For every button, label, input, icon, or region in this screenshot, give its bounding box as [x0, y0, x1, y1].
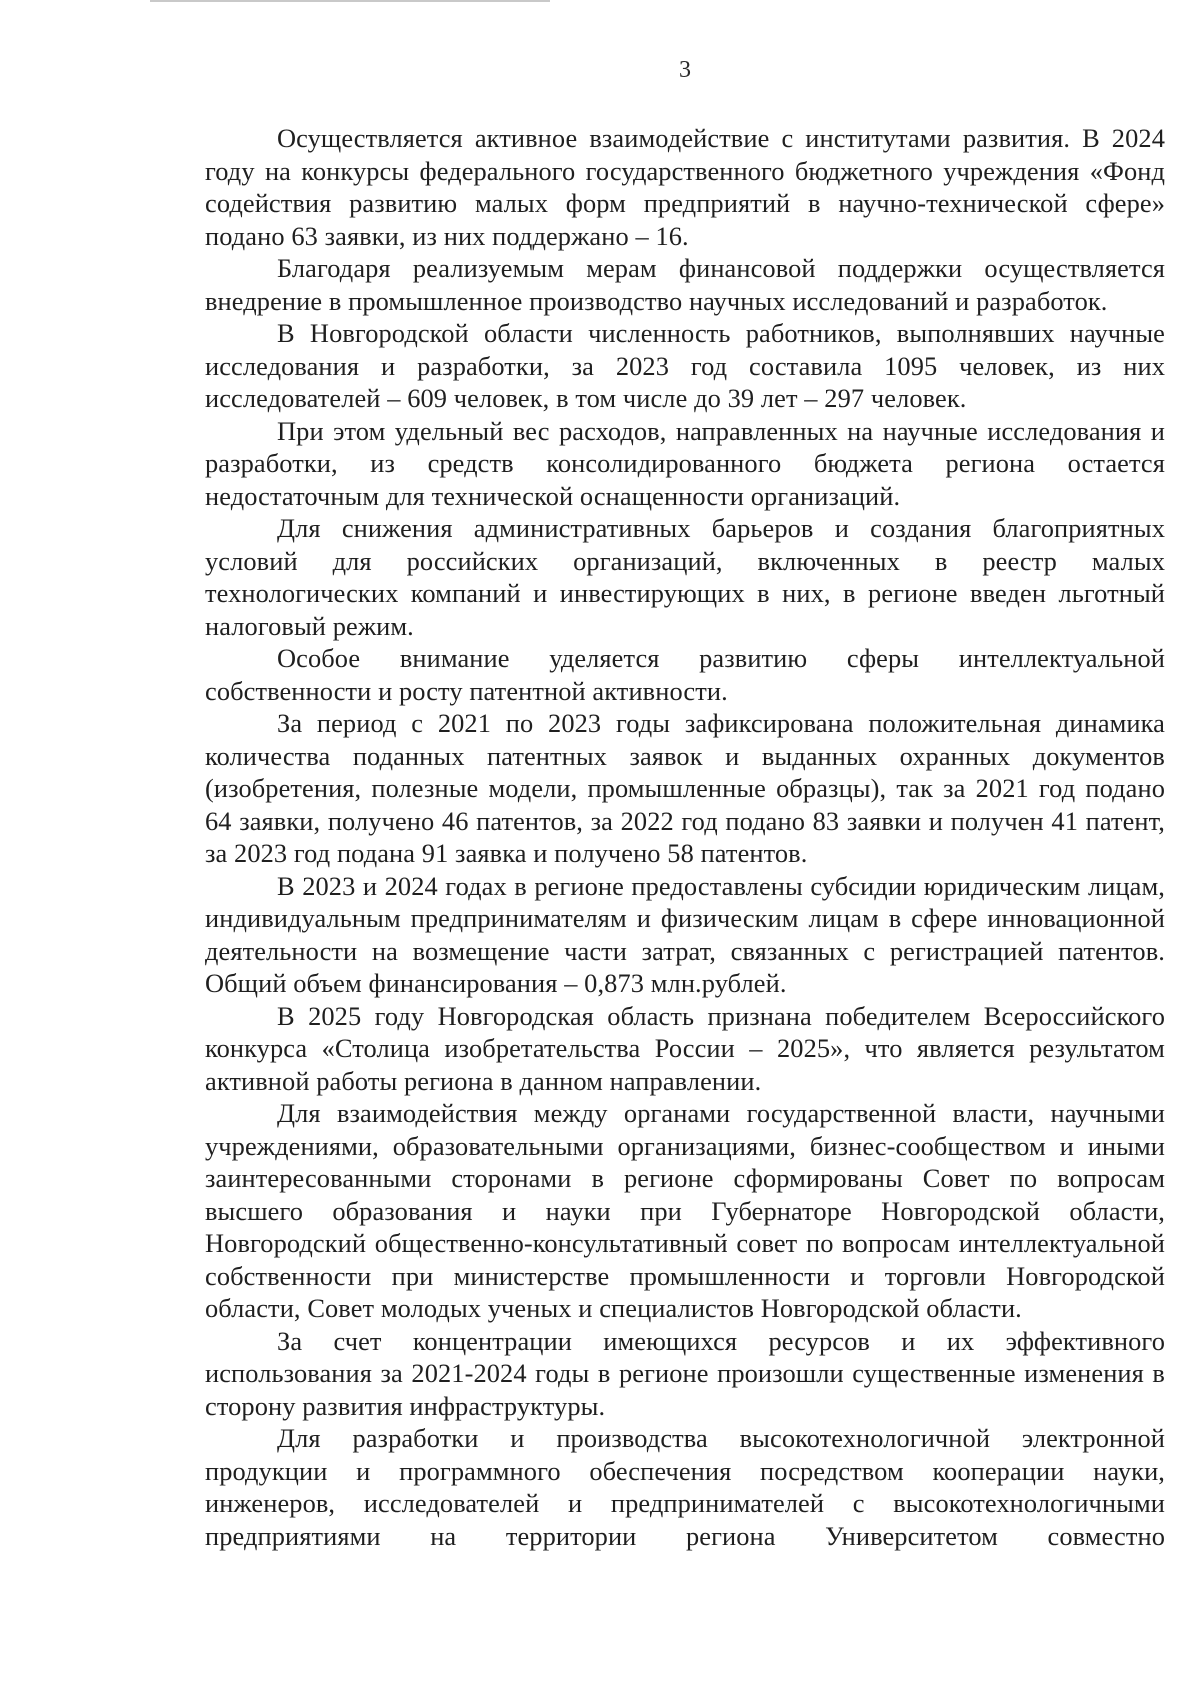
paragraph-infrastructure: За счет концентрации имеющихся ресурсов и их эффективного использования за 2021-2024 годы в регионе произошли существенные изменения в сторону развития инфраструктуры. — [205, 1325, 1165, 1421]
paragraph-invention-capital: В 2025 году Новгородская область признана победителем Всероссийского конкурса «Столица изобретательства России – 2025», что является результатом активной работы региона в данном направлении. — [205, 1000, 1165, 1096]
paragraph-electronics-production: Для разработки и производства высокотехнологичной электронной продукции и программного обеспечения посредством кооперации науки, инженеров, исследователей и предпринимателей с высокотехнологичными предприятиями на территории региона Университетом совместно — [205, 1423, 1165, 1551]
paragraph-institutes: Осуществляется активное взаимодействие с институтами развития. В 2024 году на конкурсы федерального государственного бюджетного учреждения «Фонд содействия развитию малых форм предприятий в научно-технической сфере» подано 63 заявки, из них поддержано – 16. — [205, 123, 1165, 251]
paragraph-patent-dynamics: За период с 2021 по 2023 годы зафиксирована положительная динамика количества поданных патентных заявок и выданных охранных документов (изобретения, полезные модели, промышленные образцы), так за 2021 год подано 64 заявки, получено 46 патентов, за 2022 год подано 83 заявки и получен 41 патент, за 2023 год подана 91 заявка и получено 58 патентов. — [205, 708, 1165, 868]
paragraph-subsidies: В 2023 и 2024 годах в регионе предоставлены субсидии юридическим лицам, индивидуальным предпринимателям и физическим лицам в сфере инновационной деятельности на возмещение части затрат, связанных с регистрацией патентов. Общий объем финансирования – 0,873 млн.рублей. — [205, 870, 1165, 998]
paragraph-budget-share: При этом удельный вес расходов, направленных на научные исследования и разработки, из средств консолидированного бюджета региона остается недостаточным для технической оснащенности организаций. — [205, 415, 1165, 511]
scan-edge-artifact — [150, 0, 550, 2]
document-page — [205, 50, 1165, 1552]
paragraph-tax-regime: Для снижения административных барьеров и создания благоприятных условий для российских организаций, включенных в реестр малых технологических компаний и инвестирующих в них, в регионе введен льготный налоговый режим. — [205, 513, 1165, 641]
paragraph-research-staff: В Новгородской области численность работников, выполнявших научные исследования и разработки, за 2023 год составила 1095 человек, из них исследователей – 609 человек, в том числе до 39 лет – 297 человек. — [205, 318, 1165, 413]
page-number: 3 — [679, 57, 691, 83]
paragraph-intellectual-property: Особое внимание уделяется развитию сферы интеллектуальной собственности и росту патентной активности. — [205, 643, 1165, 706]
paragraph-councils: Для взаимодействия между органами государственной власти, научными учреждениями, образовательными организациями, бизнес-сообществом и иными заинтересованными сторонами в регионе сформированы Совет по вопросам высшего образования и науки при Губернаторе Новгородской области, Новгородский общественно-консультативный совет по вопросам интеллектуальной собственности при министерстве промышленности и торговли Новгородской области, Совет молодых ученых и специалистов Новгородской области. — [205, 1098, 1165, 1323]
paragraph-financial-support: Благодаря реализуемым мерам финансовой поддержки осуществляется внедрение в промышленное производство научных исследований и разработок. — [205, 253, 1165, 316]
